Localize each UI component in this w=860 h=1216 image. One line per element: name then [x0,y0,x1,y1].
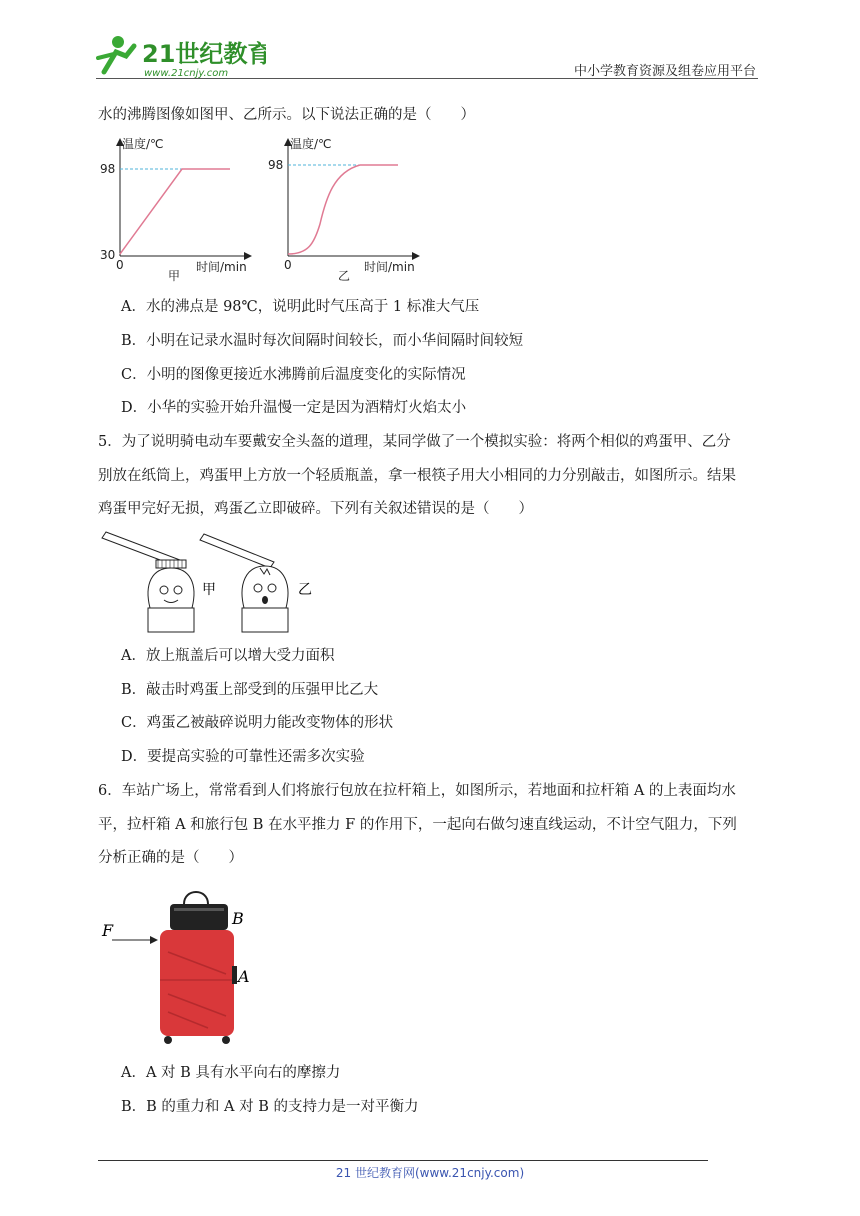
logo-subtext: www.21cnjy.com [144,68,229,79]
q6-option-b[interactable]: B．B 的重力和 A 对 B 的支持力是一对平衡力 [121,1099,419,1115]
chart-yi [264,132,424,286]
origin-label: 0 [284,258,292,272]
q5-option-b[interactable]: B．敲击时鸡蛋上部受到的压强甲比乙大 [121,682,379,698]
platform-name: 中小学教育资源及组卷应用平台 [573,64,756,79]
y-tick-98: 98 [100,162,116,176]
y-tick-98: 98 [268,158,284,172]
q5-option-a[interactable]: A．放上瓶盖后可以增大受力面积 [121,648,335,664]
site-logo [96,32,266,80]
q6-stem-line-1: 6．车站广场上，常常看到人们将旅行包放在拉杆箱上，如图所示，若地面和拉杆箱 A 的上表面均水 [98,783,736,799]
q4-stem: 水的沸腾图像如图甲、乙所示。以下说法正确的是（ ） [98,107,475,123]
x-label: 时间/min [196,260,247,274]
curve-jia [120,169,230,254]
q4-option-c[interactable]: C．小明的图像更接近水沸腾前后温度变化的实际情况 [121,367,466,383]
q6-option-a[interactable]: A．A 对 B 具有水平向右的摩擦力 [121,1065,341,1081]
footer-text[interactable]: 21 世纪教育网(www.21cnjy.com) [335,1166,525,1180]
label-yi: 乙 [298,582,312,598]
footer-divider [98,1160,708,1161]
travel-bag-b [170,904,228,930]
x-label: 时间/min [364,260,415,274]
q5-stem-line-1: 5．为了说明骑电动车要戴安全头盔的道理，某同学做了一个模拟实验：将两个相似的鸡蛋甲、乙分 [98,434,731,450]
y-tick-30: 30 [100,248,116,262]
egg-experiment-figure [100,528,330,642]
header-divider [96,78,758,79]
bottle-cap [156,560,186,568]
q5-option-c[interactable]: C．鸡蛋乙被敲碎说明力能改变物体的形状 [121,715,394,731]
q4-option-d[interactable]: D．小华的实验开始升温慢一定是因为酒精灯火焰太小 [121,400,467,416]
suitcase-a [160,930,234,1036]
q6-stem-line-3: 分析正确的是（ ） [98,850,243,866]
q4-option-a[interactable]: A．水的沸点是 98℃，说明此时气压高于 1 标准大气压 [121,299,480,315]
curve-yi [288,165,398,254]
paper-tube-yi [242,608,288,632]
label-jia: 甲 [202,582,216,598]
chart-caption: 乙 [338,269,351,282]
chopstick-yi [200,534,274,568]
logo-text: 21世纪教育 [142,40,266,68]
label-a: A [238,967,250,986]
origin-label: 0 [116,258,124,272]
label-b: B [232,909,244,928]
label-force-f: F [102,921,114,940]
paper-tube-jia [148,608,194,632]
q6-stem-line-2: 平，拉杆箱 A 和旅行包 B 在水平推力 F 的作用下，一起向右做匀速直线运动，不计空气阻力，下列 [98,817,737,833]
q5-option-d[interactable]: D．要提高实验的可靠性还需多次实验 [121,749,365,765]
suitcase-figure [98,882,268,1054]
chart-caption: 甲 [168,269,181,282]
q5-stem-line-3: 鸡蛋甲完好无损，鸡蛋乙立即破碎。下列有关叙述错误的是（ ） [98,501,533,517]
y-label: 温度/℃ [122,137,164,151]
q5-stem-line-2: 别放在纸筒上，鸡蛋甲上方放一个轻质瓶盖，拿一根筷子用大小相同的力分别敲击，如图所示。结果 [98,468,736,484]
chart-jia [96,132,256,286]
bag-handle [184,892,208,904]
y-label: 温度/℃ [290,137,332,151]
q4-option-b[interactable]: B．小明在记录水温时每次间隔时间较长，而小华间隔时间较短 [121,333,524,349]
